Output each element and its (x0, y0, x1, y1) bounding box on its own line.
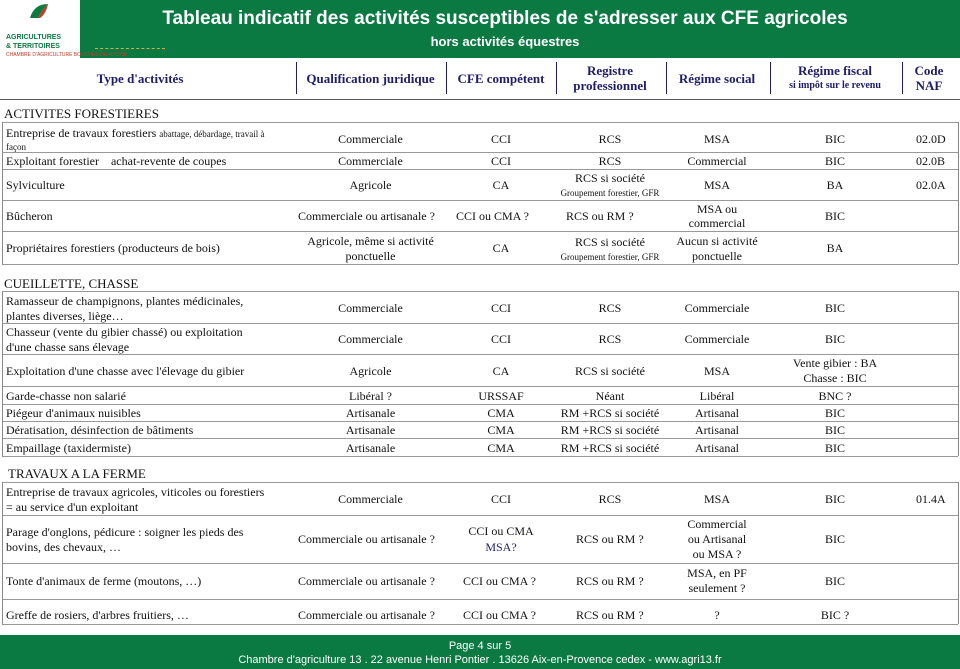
cell-cfe: CCI ou CMA ? (456, 209, 530, 223)
col-header-fiscal-line2: si impôt sur le revenu (789, 80, 881, 91)
activity-label: Entreprise de travaux forestiers abattage, débardage, travail à (6, 126, 265, 140)
section-title-travaux: TRAVAUX A LA FERME (8, 466, 146, 481)
cell-regime-social: MSA, en PF (687, 566, 747, 580)
row-line (2, 515, 958, 516)
cell-cfe: CA (492, 241, 510, 255)
cell-regime-fiscal: BIC (824, 209, 845, 223)
col-header-naf-line2: NAF (915, 78, 943, 93)
activity-label: Greffe de rosiers, d'arbres fruitiers, … (6, 608, 189, 622)
activity-label-cont: d'une chasse sans élevage (6, 340, 130, 354)
decorative-scribble (95, 48, 165, 52)
activity-label: Propriétaires forestiers (producteurs de bois) (6, 241, 220, 255)
row-line (2, 386, 958, 387)
activity-label-cont: = au service d'un exploitant (6, 500, 139, 514)
cell-registre: RCS (598, 301, 622, 315)
cell-qualification-cont: ponctuelle (345, 249, 396, 263)
cell-cfe: CCI ou CMA ? (463, 608, 537, 622)
cell-regime-fiscal: BIC (824, 423, 845, 437)
row-line (2, 624, 958, 625)
column-line (958, 291, 959, 456)
cell-registre: RCS (598, 154, 622, 168)
cell-qualification: Commerciale ou artisanale ? (298, 209, 435, 223)
cell-qualification: Artisanale (345, 423, 396, 437)
cell-registre: RM +RCS si société (560, 441, 660, 455)
column-line (2, 482, 3, 624)
cell-naf: 02.0D (916, 132, 946, 146)
cell-cfe: CCI (490, 301, 511, 315)
cell-registre: RM +RCS si société (560, 423, 660, 437)
cell-regime-social: MSA (703, 364, 730, 378)
cell-regime-fiscal: BIC (824, 492, 845, 506)
activity-label: Chasseur (vente du gibier chassé) ou exploitation (6, 325, 243, 339)
cell-regime-social: MSA (703, 178, 730, 192)
section-title-cueillette: CUEILLETTE, CHASSE (4, 276, 139, 291)
cell-registre: Néant (595, 389, 625, 403)
column-line (2, 291, 3, 456)
cell-cfe: CMA (487, 406, 515, 420)
row-line (2, 200, 958, 201)
cell-cfe: CCI ou CMA (468, 524, 534, 538)
cell-regime-fiscal: BIC (824, 154, 845, 168)
cell-regime-social: Artisanal (695, 441, 739, 455)
section-title-forest: ACTIVITES FORESTIERES (4, 106, 159, 121)
cell-qualification: Agricole, même si activité (307, 234, 434, 248)
col-header-fiscal-line1: Régime fiscal (797, 63, 872, 78)
cell-regime-social: Commercial (687, 517, 747, 531)
cell-registre: RCS ou RM ? (566, 209, 634, 223)
activity-label: Piégeur d'animaux nuisibles (6, 406, 141, 420)
activity-label: Exploitant forestier achat-revente de coupes (6, 154, 227, 168)
activity-label: Dératisation, désinfection de bâtiments (6, 423, 194, 437)
cell-regime-social: Commerciale (684, 332, 750, 346)
col-header-cfe: CFE compétent (457, 70, 545, 86)
row-line (2, 122, 958, 123)
cell-qualification: Commerciale ou artisanale ? (298, 574, 435, 588)
cell-qualification: Libéral ? (349, 389, 392, 403)
cell-regime-fiscal: BNC ? (818, 389, 852, 403)
cell-qualification: Artisanale (345, 406, 396, 420)
row-line (2, 231, 958, 232)
column-line (2, 122, 3, 264)
cell-registre: RM +RCS si société (560, 406, 660, 420)
cell-regime-fiscal: Vente gibier : BA (792, 356, 878, 370)
row-line (2, 291, 958, 292)
cell-cfe: CA (492, 364, 510, 378)
cell-qualification: Commerciale (338, 132, 403, 146)
col-header-qualification: Qualification juridique (306, 70, 435, 86)
cell-registre: RCS (598, 492, 622, 506)
cell-registre-note: Groupement forestier, GFR (560, 188, 660, 198)
cell-qualification: Commerciale (338, 301, 403, 315)
cell-regime-fiscal: BIC (824, 332, 845, 346)
activity-label-cont: bovins, des chevaux, … (6, 540, 121, 554)
row-line (2, 354, 958, 355)
cell-regime-fiscal-cont: Chasse : BIC (803, 371, 867, 385)
cell-cfe: URSSAF (478, 389, 524, 403)
col-header-naf (902, 58, 956, 98)
cell-regime-fiscal: BA (826, 178, 844, 192)
activity-label-cont: plantes diverses, liège… (6, 309, 124, 323)
col-header-registre-line1: Registre (587, 63, 633, 78)
chamber-logo (0, 0, 128, 58)
cell-qualification: Commerciale ou artisanale ? (298, 532, 435, 546)
cell-regime-social: Commerciale (684, 301, 750, 315)
logo-text-line3: CHAMBRE D'AGRICULTURE BOUCHES-DU-RHÔNE (6, 52, 128, 58)
page-title: Tableau indicatif des activités susceptibles de s'adresser aux CFE agricoles (162, 8, 848, 29)
header-divider (296, 62, 297, 94)
cell-regime-social: Libéral (699, 389, 735, 403)
activity-label: Sylviculture (6, 178, 65, 192)
col-header-regime-fiscal (770, 58, 900, 98)
logo-text-line1: AGRICULTURES (6, 34, 62, 41)
cell-regime-social-cont: seulement ? (688, 581, 746, 595)
cell-naf: 02.0A (916, 178, 946, 192)
cell-regime-social: Commercial (687, 154, 747, 168)
cell-regime-social: MSA (703, 132, 730, 146)
col-header-naf-line1: Code (914, 63, 944, 78)
row-line (2, 438, 958, 439)
activity-label: Tonte d'animaux de ferme (moutons, …) (6, 574, 202, 588)
cell-qualification: Commerciale (338, 154, 403, 168)
cell-qualification: Commerciale (338, 492, 403, 506)
row-line (2, 456, 958, 457)
cell-regime-fiscal: BIC (824, 574, 845, 588)
row-line (2, 421, 958, 422)
cell-cfe: CCI (490, 154, 511, 168)
cell-cfe: CCI (490, 492, 511, 506)
cell-cfe: CMA (487, 423, 515, 437)
activity-label-cont: façon (6, 142, 26, 152)
cell-regime-social-cont2: ou MSA ? (692, 547, 742, 561)
row-line (2, 404, 958, 405)
col-header-registre (556, 58, 664, 98)
header-rule (0, 99, 960, 100)
activity-label: Exploitation d'une chasse avec l'élevage du gibier (6, 364, 245, 378)
cell-registre: RCS (598, 332, 622, 346)
col-header-regime-social: Régime social (678, 70, 756, 86)
cell-regime-fiscal: BA (826, 241, 844, 255)
row-line (2, 152, 958, 153)
activity-label: Bûcheron (6, 209, 53, 223)
cell-regime-social: MSA ou (696, 202, 738, 216)
cell-regime-fiscal: BIC (824, 441, 845, 455)
column-line (958, 482, 959, 624)
row-line (2, 599, 958, 600)
activity-label: Empaillage (taxidermiste) (6, 441, 131, 455)
table-header (0, 58, 960, 98)
cell-regime-social-cont: ou Artisanal (687, 532, 747, 546)
cell-registre: RCS ou RM ? (576, 574, 644, 588)
row-line (2, 482, 958, 483)
cell-regime-social-cont: ponctuelle (692, 249, 742, 263)
cell-naf: 02.0B (916, 154, 946, 168)
cell-qualification: Commerciale (338, 332, 403, 346)
row-line (2, 264, 958, 265)
cell-cfe: CCI ou CMA ? (463, 574, 537, 588)
col-header-registre-line2: professionnel (573, 78, 647, 93)
row-line (2, 169, 958, 170)
cell-qualification: Agricole (349, 178, 392, 192)
cell-regime-fiscal: BIC (824, 132, 845, 146)
cell-regime-social: ? (714, 608, 720, 622)
activity-label: Garde-chasse non salarié (6, 389, 126, 403)
cell-registre: RCS ou RM ? (576, 532, 644, 546)
cell-cfe-cont: MSA? (485, 540, 517, 554)
activity-label: Ramasseur de champignons, plantes médicinales, (6, 294, 244, 308)
document-page (0, 58, 960, 635)
cell-registre: RCS si société (574, 235, 645, 249)
cell-qualification: Artisanale (345, 441, 396, 455)
logo-text-line2: & TERRITOIRES (6, 43, 60, 50)
cell-cfe: CA (492, 178, 510, 192)
row-line (2, 323, 958, 324)
col-header-type: Type d'activités (96, 70, 184, 86)
activity-label: Entreprise de travaux agricoles, viticoles ou forestiers (6, 485, 265, 499)
column-line (958, 122, 959, 264)
cell-registre: RCS ou RM ? (576, 608, 644, 622)
cell-registre: RCS si société (574, 364, 645, 378)
page-number: Page 4 sur 5 (448, 640, 512, 652)
logo-leaf-icon (28, 2, 50, 20)
cell-qualification: Commerciale ou artisanale ? (298, 608, 435, 622)
cell-regime-social: Aucun si activité (676, 234, 758, 248)
activity-label: Parage d'onglons, pédicure : soigner les pieds des (6, 525, 244, 539)
cell-naf: 01.4A (916, 492, 946, 506)
cell-regime-social: MSA (703, 492, 730, 506)
row-line (2, 563, 958, 564)
cell-regime-fiscal: BIC (824, 301, 845, 315)
footer-address: Chambre d'agriculture 13 . 22 avenue Henri Pontier . 13626 Aix-en-Provence cedex - www.agri13.fr (238, 654, 722, 666)
cell-regime-social: Artisanal (695, 423, 739, 437)
cell-regime-social: Artisanal (695, 406, 739, 420)
cell-cfe: CMA (487, 441, 515, 455)
cell-registre-note: Groupement forestier, GFR (560, 252, 660, 262)
cell-regime-fiscal: BIC (824, 532, 845, 546)
cell-registre: RCS (598, 132, 622, 146)
cell-cfe: CCI (490, 332, 511, 346)
title-banner (0, 0, 960, 58)
cell-regime-social-cont: commercial (688, 216, 746, 230)
cell-cfe: CCI (490, 132, 511, 146)
cell-regime-fiscal: BIC ? (820, 608, 850, 622)
page-subtitle: hors activités équestres (430, 34, 580, 49)
cell-regime-fiscal: BIC (824, 406, 845, 420)
cell-qualification: Agricole (349, 364, 392, 378)
cell-registre: RCS si société (574, 171, 645, 185)
